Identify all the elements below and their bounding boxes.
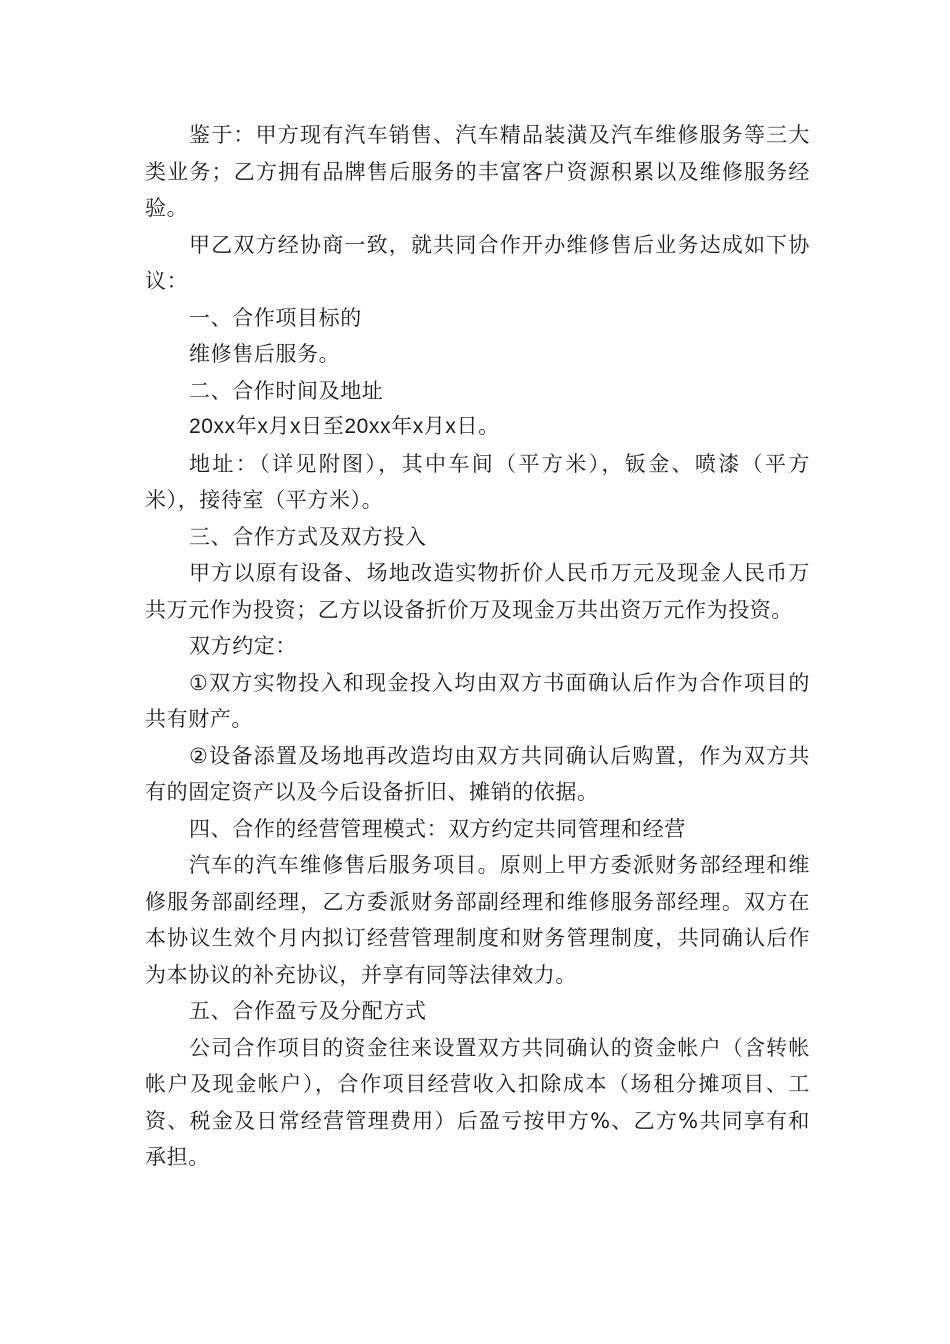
heading-section-1: 一、合作项目标的 (189, 305, 362, 330)
paragraph-investment: 甲方以原有设备、场地改造实物折价人民币万元及现金人民币万共万元作为投资；乙方以设备折价万及现金万共出资万元作为投资。 (145, 561, 810, 622)
paragraph-profit-sharing: 公司合作项目的资金往来设置双方共同确认的资金帐户（含转帐帐户及现金帐户），合作项目经营收入扣除成本（场租分摊项目、工资、税金及日常经营管理费用）后盈亏按甲方%、乙方%共同享有和承担。 (145, 1035, 810, 1169)
heading-section-5: 五、合作盈亏及分配方式 (189, 999, 427, 1023)
heading-section-2: 二、合作时间及地址 (189, 378, 384, 403)
paragraph-agreed-terms: 双方约定： (189, 634, 297, 658)
paragraph-management: 汽车的汽车维修售后服务项目。原则上甲方委派财务部经理和维修服务部副经理，乙方委派财务部副经理和维修服务部经理。双方在本协议生效个月内拟订经营管理制度和财务管理制度，共同确认后作为本协议的补充协议，并享有同等法律效力。 (145, 853, 810, 987)
paragraph-agreement-intro: 甲乙双方经协商一致，就共同合作开办维修售后业务达成如下协议： (145, 232, 810, 293)
paragraph-address: 地址：（详见附图），其中车间（平方米），钣金、喷漆（平方米），接待室（平方米）。 (145, 451, 810, 512)
list-item-1: ①双方实物投入和现金投入均由双方书面确认后作为合作项目的共有财产。 (145, 670, 810, 731)
paragraph-section-1: 维修售后服务。 (189, 342, 341, 366)
document-body (145, 117, 810, 1176)
paragraph-preamble: 鉴于：甲方现有汽车销售、汽车精品装潢及汽车维修服务等三大类业务；乙方拥有品牌售后服务的丰富客户资源积累以及维修服务经验。 (145, 123, 810, 220)
heading-section-3: 三、合作方式及双方投入 (189, 524, 427, 549)
heading-section-4: 四、合作的经营管理模式：双方约定共同管理和经营 (189, 816, 686, 841)
paragraph-term-dates: 20xx年x月x日至20xx年x月x日。 (189, 415, 500, 438)
list-item-2: ②设备添置及场地再改造均由双方共同确认后购置，作为双方共有的固定资产以及今后设备折旧、摊销的依据。 (145, 743, 810, 804)
